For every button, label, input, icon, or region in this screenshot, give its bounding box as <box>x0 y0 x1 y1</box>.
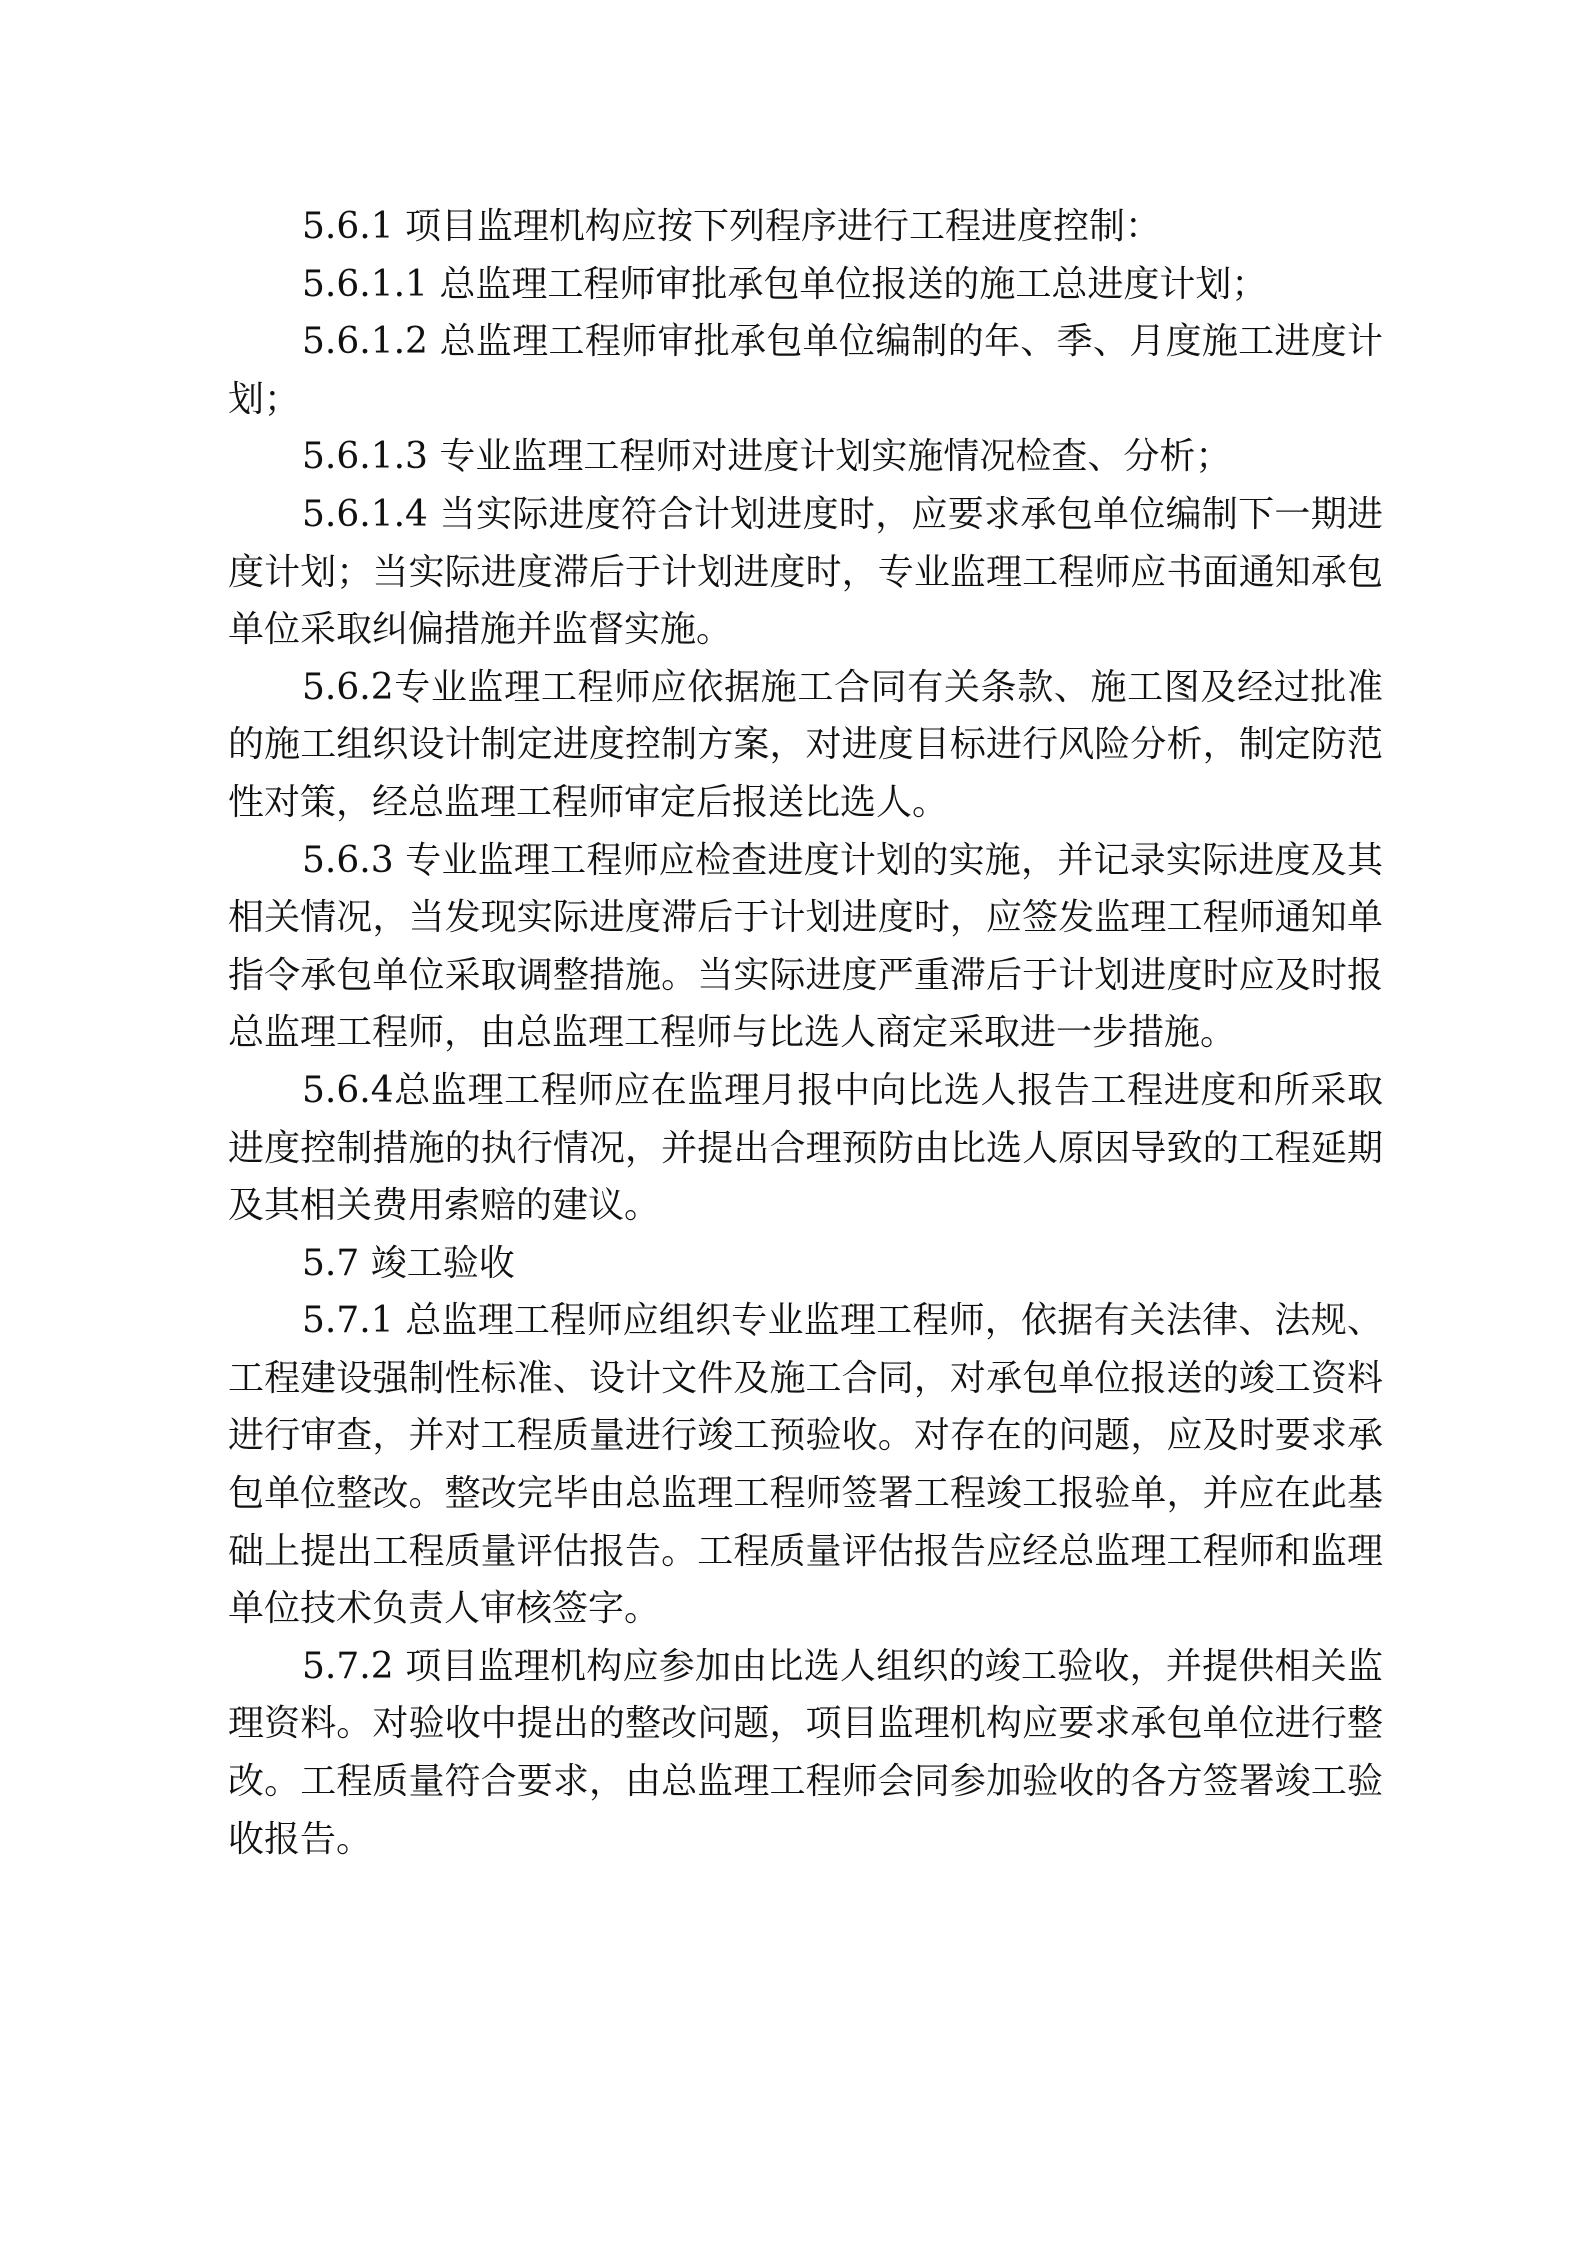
section-heading-5-7: 5.7 竣工验收 <box>302 1242 515 1284</box>
paragraph-5-6-1-2: 5.6.1.2 总监理工程师审批承包单位编制的年、季、月度施工进度计划； <box>228 321 1383 420</box>
paragraph-5-6-4: 5.6.4总监理工程师应在监理月报中向比选人报告工程进度和所采取进度控制措施的执行情况，并提出合理预防由比选人原因导致的工程延期及其相关费用索赔的建议。 <box>228 1069 1383 1227</box>
paragraph-5-7-1: 5.7.1 总监理工程师应组织专业监理工程师，依据有关法律、法规、工程建设强制性标准、设计文件及施工合同，对承包单位报送的竣工资料进行审查，并对工程质量进行竣工预验收。对存在的问题，应及时要求承包单位整改。整改完毕由总监理工程师签署工程竣工报验单，并应在此基础上提出工程质量评估报告。工程质量评估报告应经总监理工程师和监理单位技术负责人审核签字。 <box>228 1300 1383 1630</box>
paragraph-5-6-1-3: 5.6.1.3 专业监理工程师对进度计划实施情况检查、分析； <box>302 436 1232 478</box>
paragraph-5-6-3: 5.6.3 专业监理工程师应检查进度计划的实施，并记录实际进度及其相关情况，当发现实际进度滞后于计划进度时，应签发监理工程师通知单指令承包单位采取调整措施。当实际进度严重滞后于计划进度时应及时报总监理工程师，由总监理工程师与比选人商定采取进一步措施。 <box>228 839 1383 1054</box>
paragraph-5-7-2: 5.7.2 项目监理机构应参加由比选人组织的竣工验收，并提供相关监理资料。对验收中提出的整改问题，项目监理机构应要求承包单位进行整改。工程质量符合要求，由总监理工程师会同参加验收的各方签署竣工验收报告。 <box>228 1645 1383 1860</box>
paragraph-5-6-2: 5.6.2专业监理工程师应依据施工合同有关条款、施工图及经过批准的施工组织设计制定进度控制方案，对进度目标进行风险分析，制定防范性对策，经总监理工程师审定后报送比选人。 <box>228 666 1383 823</box>
paragraph-5-6-1-4: 5.6.1.4 当实际进度符合计划进度时，应要求承包单位编制下一期进度计划；当实际进度滞后于计划进度时，专业监理工程师应书面通知承包单位采取纠偏措施并监督实施。 <box>228 493 1383 651</box>
paragraph-5-6-1-1: 5.6.1.1 总监理工程师审批承包单位报送的施工总进度计划； <box>302 263 1268 305</box>
paragraph-5-6-1: 5.6.1 项目监理机构应按下列程序进行工程进度控制： <box>302 206 1162 247</box>
document-body <box>228 198 1383 1868</box>
